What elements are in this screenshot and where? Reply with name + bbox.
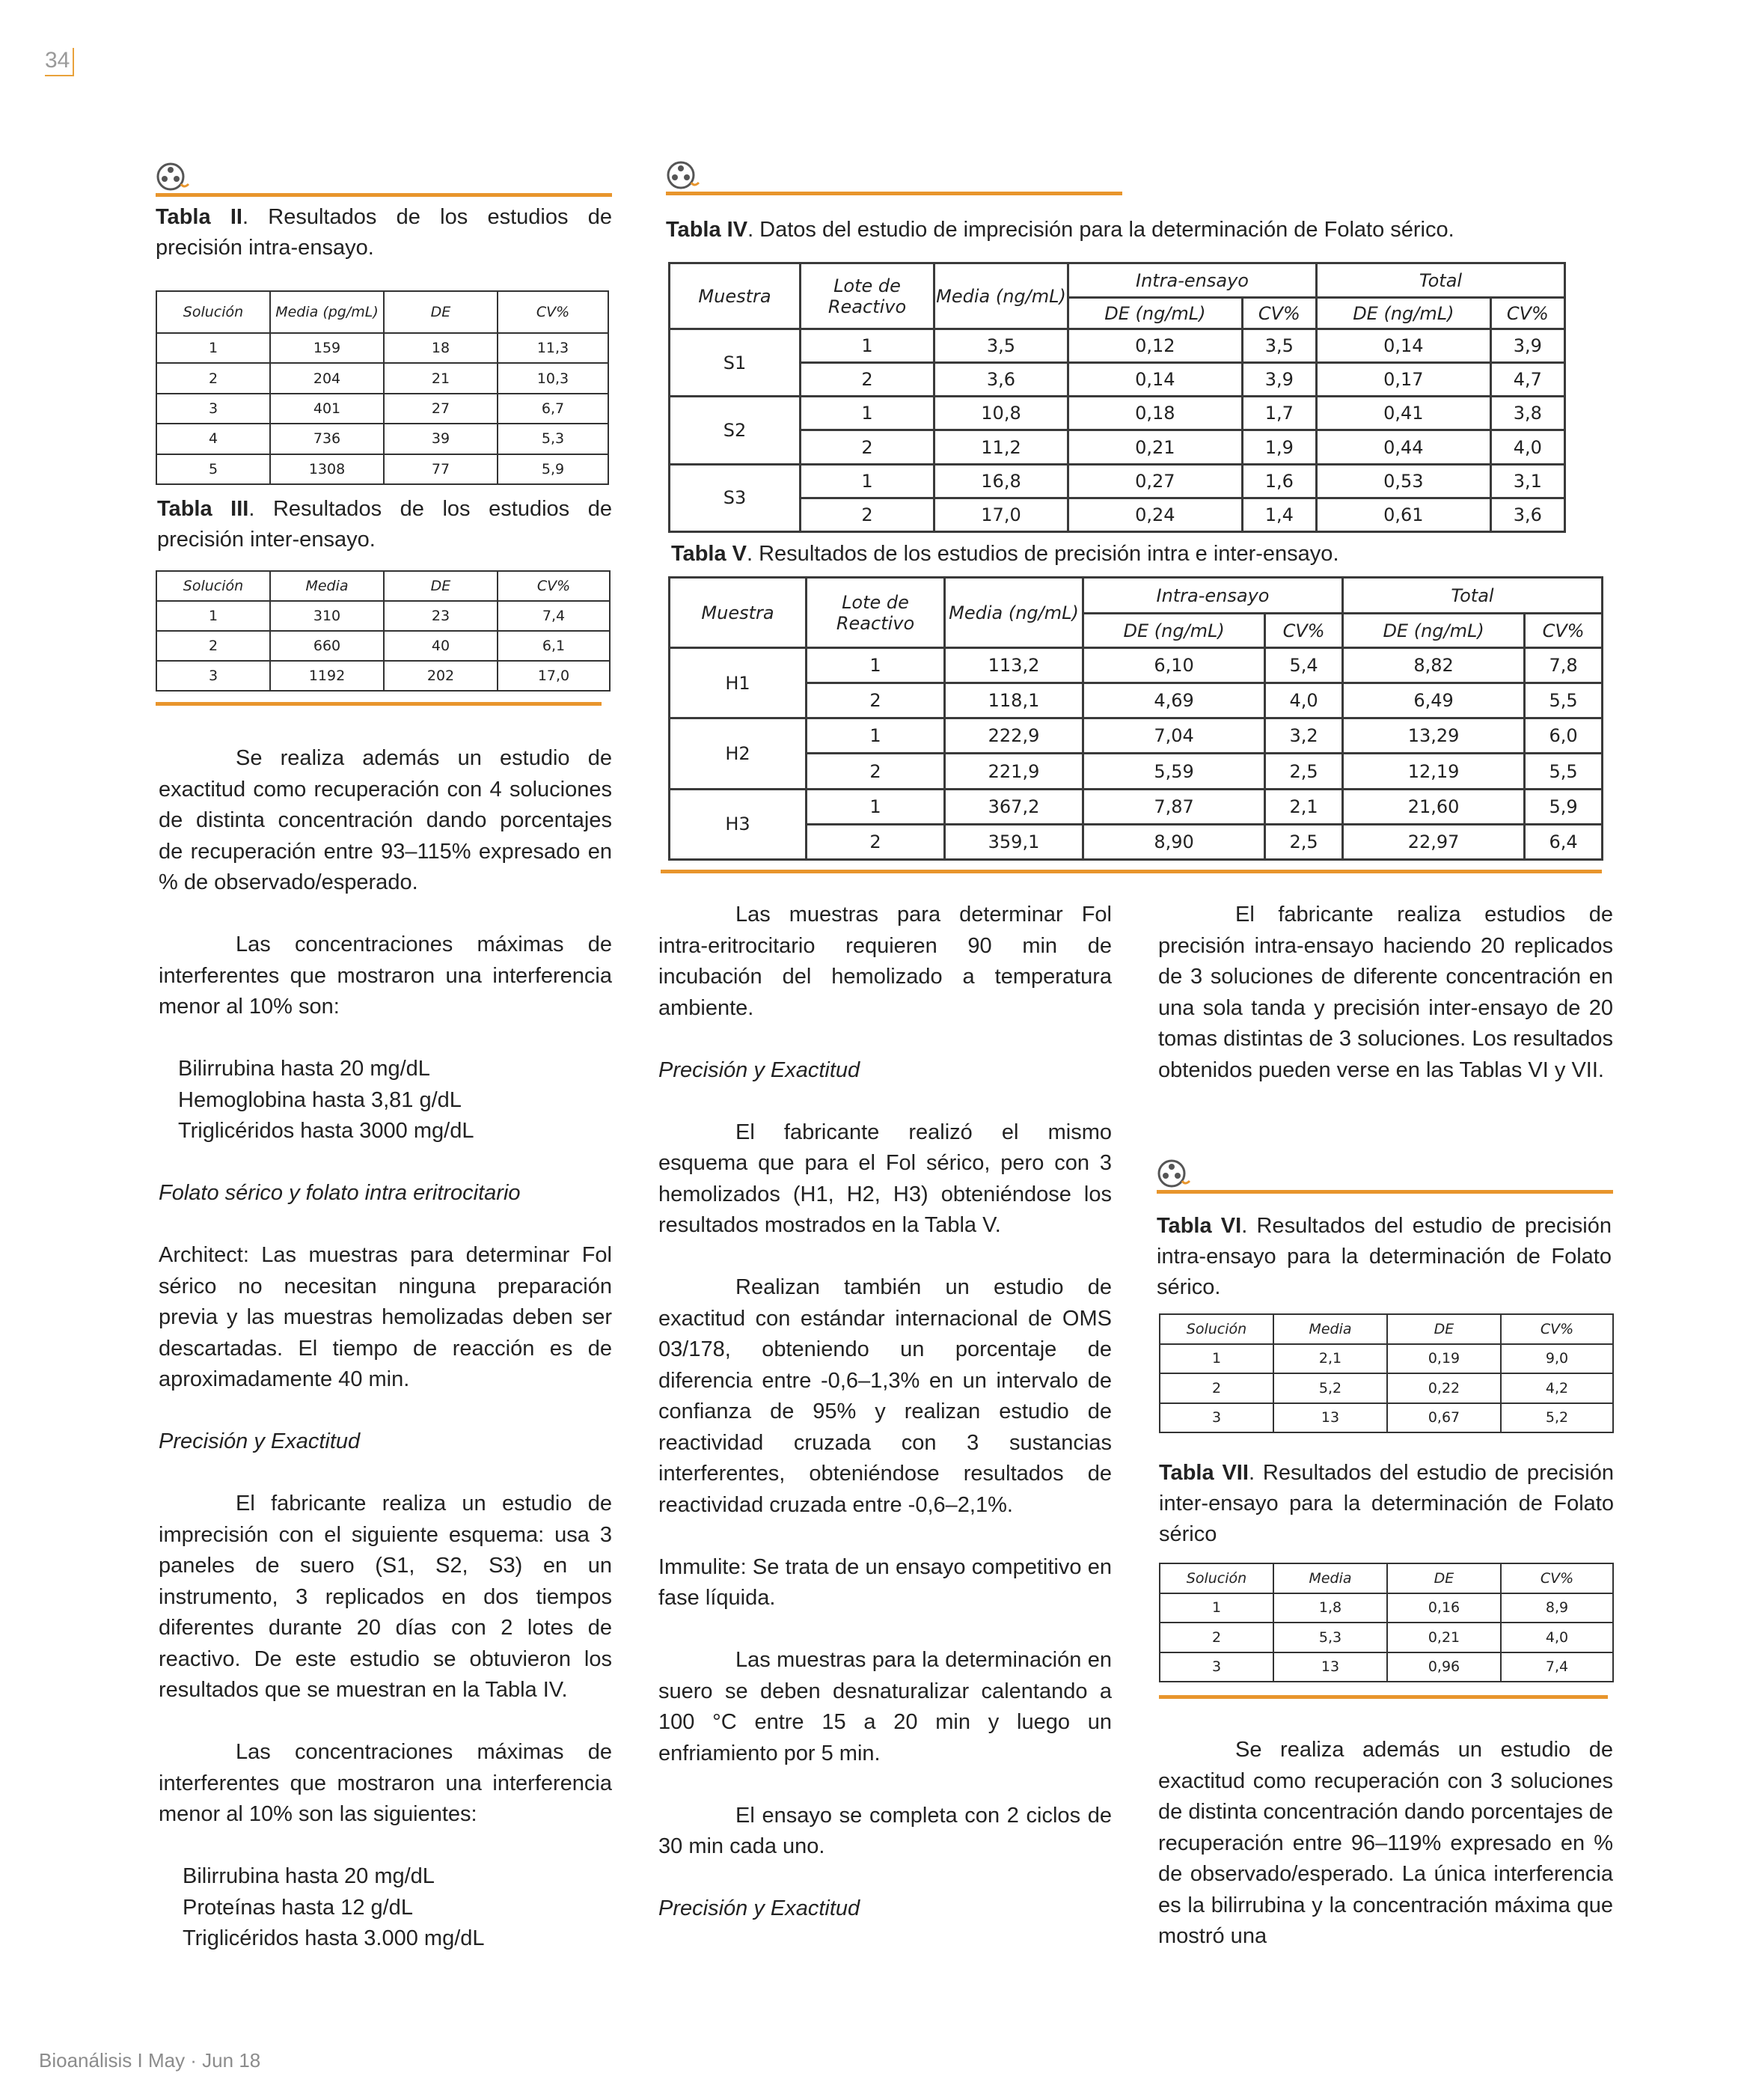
footer: Bioanálisis I May · Jun 18 <box>39 2049 261 2072</box>
tabla3-caption: Tabla III. Resultados de los estudios de precisión inter-ensayo. <box>157 497 612 552</box>
table-row: 2 204 21 10,3 <box>156 363 608 393</box>
table-row: S3 1 16,8 0,27 1,6 0,53 3,1 <box>670 464 1565 498</box>
table-row: 3 1192 202 17,0 <box>156 661 610 691</box>
paragraph: Immulite: Se trata de un ensayo competitivo en fase líquida. <box>658 1554 1112 1610</box>
subheading: Folato sérico y folato intra eritrocitario <box>159 1181 521 1205</box>
subheading: Precisión y Exactitud <box>658 1896 860 1920</box>
tabla5-caption: Tabla V. Resultados de los estudios de precisión intra e inter-ensayo. <box>671 542 1339 566</box>
film-reel-icon <box>666 160 700 190</box>
tabla2-section <box>156 202 612 263</box>
tabla4-caption: Tabla IV. Datos del estudio de imprecisión para la determinación de Folato sérico. <box>666 218 1454 242</box>
table-row: 1 159 18 11,3 <box>156 333 608 363</box>
column-1 <box>159 743 612 1985</box>
paragraph: Se realiza además un estudio de exactitud como recuperación con 3 soluciones de distinta concentración dando porcentajes de recuperación entre 96–119% expresado en % de observado/esperado. La única interferencia es la bilirrubina y la concentración máxima que mostró una <box>1158 1738 1613 1948</box>
section-divider <box>1157 1190 1613 1194</box>
tabla6-section <box>1157 1199 1613 1303</box>
list-item: Triglicéridos hasta 3000 mg/dL <box>178 1119 474 1143</box>
paragraph: Las muestras para determinar Fol intra-eritrocitario requieren 90 min de incubación del hemolizado a temperatura ambiente. <box>658 903 1112 1020</box>
section-divider <box>1159 1695 1608 1699</box>
table-row: S2 1 10,8 0,18 1,7 0,41 3,8 <box>670 397 1565 430</box>
table-row: H3 1 367,2 7,87 2,1 21,60 5,9 <box>670 789 1603 824</box>
table-row: 2 17,0 0,24 1,4 0,61 3,6 <box>670 498 1565 531</box>
table-row: 3 401 27 6,7 <box>156 394 608 424</box>
list-item: Hemoglobina hasta 3,81 g/dL <box>178 1087 462 1112</box>
interferents-list <box>159 1861 612 1955</box>
paragraph: El fabricante realiza estudios de precisión intra-ensayo haciendo 20 replicados de 3 soluciones de diferente concentración en una sola tanda y precisión inter-ensayo de 20 tomas distintas de 3 soluciones. Los resultados obtenidos pueden verse en las Tablas VI y VII. <box>1158 903 1613 1082</box>
interferents-list <box>159 1054 612 1147</box>
table-row: 5 1308 77 5,9 <box>156 454 608 484</box>
tabla7-caption: Tabla VII. Resultados del estudio de precisión inter-ensayo para la determinación de Folato sérico <box>1159 1461 1614 1546</box>
list-item: Bilirrubina hasta 20 mg/dL <box>183 1864 435 1888</box>
tabla5-table: Muestra Lote de Reactivo Media (ng/mL) Intra-ensayo Total DE (ng/mL) CV% DE (ng/mL) CV% H1 1 113,2 6,10 5,4 8,82 7,8 2 118,1 4,69 4,0 6,49 5,5 H2 1 222,9 7,04 3,2 13,29 6,0 2 221,9 5,59 2,5 12,19 5,5 H3 1 367,2 7,87 2,1 21,60 5,9 2 359,1 8,90 2,5 22,97 6,4 <box>668 576 1603 861</box>
table-row: H2 1 222,9 7,04 3,2 13,29 6,0 <box>670 718 1603 754</box>
paragraph: El fabricante realizó el mismo esquema que para el Fol sérico, pero con 3 hemolizados (H1, H2, H3) obteniéndose los resultados mostrados en la Tabla V. <box>658 1120 1112 1237</box>
tabla4-table: Muestra Lote de Reactivo Media (ng/mL) Intra-ensayo Total DE (ng/mL) CV% DE (ng/mL) CV% S1 1 3,5 0,12 3,5 0,14 3,9 2 3,6 0,14 3,9 0,17 4,7 S2 1 10,8 0,18 1,7 0,41 3,8 2 11,2 0,21 1,9 0,44 4,0 S3 1 16,8 0,27 1,6 0,53 3,1 2 17,0 0,24 1,4 0,61 3,6 <box>668 262 1566 533</box>
paragraph: Las concentraciones máximas de interferentes que mostraron una interferencia menor al 10% son las siguientes: <box>159 1740 612 1826</box>
section-divider <box>156 193 612 197</box>
table-row: 3 13 0,96 7,4 <box>1160 1652 1613 1682</box>
paragraph: Architect: Las muestras para determinar Fol sérico no necesitan ninguna preparación previa y las muestras hemolizadas deben ser descartadas. El tiempo de reacción es de aproximadamente 40 min. <box>159 1243 612 1391</box>
table-row: 4 736 39 5,3 <box>156 424 608 454</box>
section-divider <box>156 702 602 706</box>
tabla2-caption: Tabla II. Resultados de los estudios de precisión intra-ensayo. <box>156 205 612 260</box>
table-row: 2 660 40 6,1 <box>156 631 610 661</box>
paragraph: Las concentraciones máximas de interferentes que mostraron una interferencia menor al 10% son: <box>159 933 612 1019</box>
paragraph: Realizan también un estudio de exactitud con estándar internacional de OMS 03/178, obteniendo un porcentaje de diferencia entre -0,6–1,3% en un intervalo de confianza de 95% y realizan estudio de reactividad cruzada con 3 sustancias interferentes, obteniéndose resultados de reactividad cruzada entre -0,6–2,1%. <box>658 1275 1112 1517</box>
section-divider <box>666 192 1122 195</box>
tabla6-caption: Tabla VI. Resultados del estudio de precisión intra-ensayo para la determinación de Folato sérico. <box>1157 1214 1612 1299</box>
table-row: 2 221,9 5,59 2,5 12,19 5,5 <box>670 754 1603 789</box>
column-3-continued <box>1158 1735 1613 1983</box>
table-row: 2 5,3 0,21 4,0 <box>1160 1623 1613 1652</box>
film-reel-icon <box>156 162 190 192</box>
tabla7-table: Solución Media DE CV% 1 1,8 0,16 8,9 2 5,3 0,21 4,0 3 13 0,96 7,4 <box>1159 1563 1614 1682</box>
page-number: 34 <box>45 48 74 76</box>
paragraph: El ensayo se completa con 2 ciclos de 30 min cada uno. <box>658 1803 1112 1858</box>
subheading: Precisión y Exactitud <box>658 1057 860 1082</box>
paragraph: Se realiza además un estudio de exactitud como recuperación con 4 soluciones de distinta concentración dando porcentajes de recuperación entre 93–115% expresado en % de observado/esperado. <box>159 746 612 894</box>
section-divider <box>661 870 1602 873</box>
table-row: 2 11,2 0,21 1,9 0,44 4,0 <box>670 430 1565 464</box>
subheading: Precisión y Exactitud <box>159 1429 361 1453</box>
table-row: 1 1,8 0,16 8,9 <box>1160 1593 1613 1623</box>
list-item: Bilirrubina hasta 20 mg/dL <box>178 1057 430 1081</box>
paragraph: Las muestras para la determinación en suero se deben desnaturalizar calentando a 100 °C entre 15 a 20 min y luego un enfriamiento por 5 min. <box>658 1648 1112 1765</box>
table-row: 3 13 0,67 5,2 <box>1160 1403 1613 1433</box>
tabla3-table: Solución Media DE CV% 1 310 23 7,4 2 660 40 6,1 3 1192 202 17,0 <box>156 570 611 692</box>
paragraph: El fabricante realiza un estudio de imprecisión con el siguiente esquema: usa 3 paneles de suero (S1, S2, S3) en un instrumento, 3 replicados en dos tiempos diferentes durante 20 días con 2 lotes de reactivo. De este estudio se obtuvieron los resultados que se muestran en la Tabla IV. <box>159 1492 612 1702</box>
table-row: 2 359,1 8,90 2,5 22,97 6,4 <box>670 824 1603 859</box>
table-row: 2 118,1 4,69 4,0 6,49 5,5 <box>670 683 1603 718</box>
list-item: Proteínas hasta 12 g/dL <box>183 1895 413 1920</box>
table-row: 1 2,1 0,19 9,0 <box>1160 1344 1613 1374</box>
column-3 <box>1158 900 1613 1117</box>
tabla2-table: Solución Media (pg/mL) DE CV% 1 159 18 11,3 2 204 21 10,3 3 401 27 6,7 4 736 39 5,3 5 1308 77 5,9 <box>156 290 609 485</box>
table-row: 2 5,2 0,22 4,2 <box>1160 1373 1613 1403</box>
film-reel-icon <box>1157 1159 1191 1188</box>
table-row: 1 310 23 7,4 <box>156 601 610 631</box>
column-2 <box>658 900 1112 1956</box>
tabla6-table: Solución Media DE CV% 1 2,1 0,19 9,0 2 5,2 0,22 4,2 3 13 0,67 5,2 <box>1159 1313 1614 1433</box>
list-item: Triglicéridos hasta 3.000 mg/dL <box>183 1926 485 1950</box>
table-row: 2 3,6 0,14 3,9 0,17 4,7 <box>670 363 1565 397</box>
table-row: S1 1 3,5 0,12 3,5 0,14 3,9 <box>670 329 1565 363</box>
table-row: H1 1 113,2 6,10 5,4 8,82 7,8 <box>670 648 1603 683</box>
